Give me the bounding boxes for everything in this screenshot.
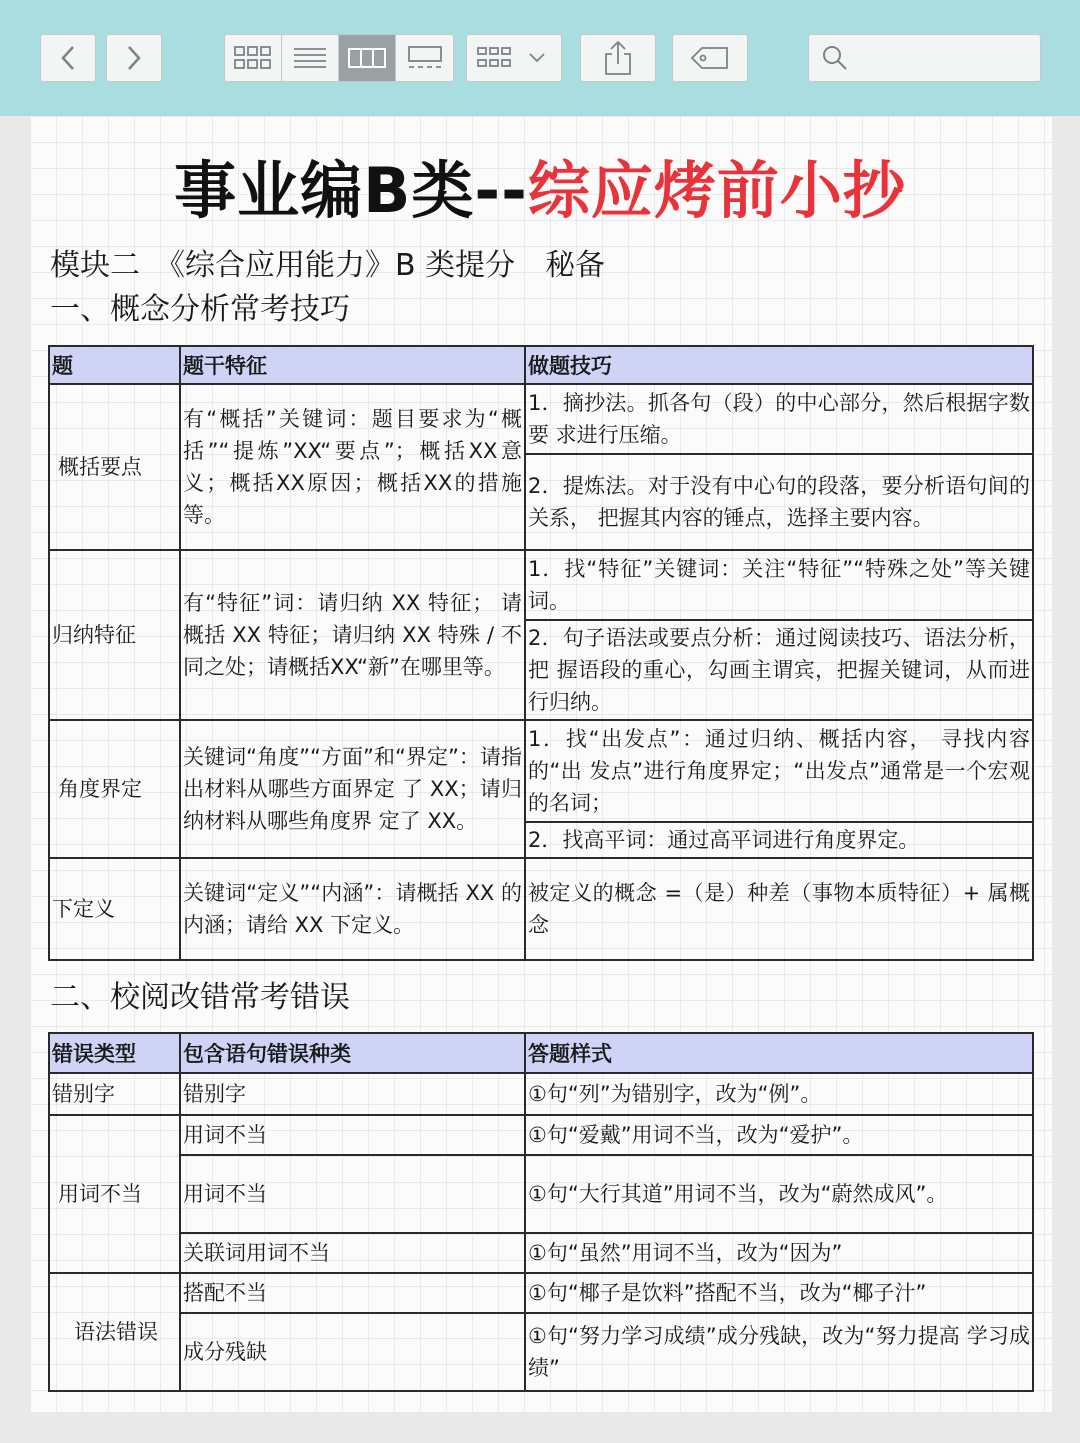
title-red-part: 综应烤前小抄 — [527, 154, 906, 227]
error-category-cell: 用词不当 — [49, 1115, 180, 1273]
table-row — [49, 1155, 1033, 1233]
list-view-icon — [292, 45, 328, 71]
answer-format-cell: ①句“爱戴”用词不当，改为“爱护”。 — [525, 1115, 1033, 1155]
table-header-cell: 做题技巧 — [525, 346, 1033, 384]
question-type-cell: 角度界定 — [49, 720, 180, 858]
forward-button[interactable] — [106, 34, 162, 82]
feature-cell: 关键词“定义”“内涵”：请概括 XX 的内涵；请给 XX 下定义。 — [180, 858, 525, 960]
table-row — [49, 550, 1033, 620]
feature-cell: 关键词“角度”“方面”和“界定”：请指出材料从哪些方面界定 了 XX；请归纳材料从哪些角度界 定了 XX。 — [180, 720, 525, 858]
table-row — [49, 1233, 1033, 1273]
share-button[interactable] — [580, 34, 656, 82]
column-view-icon — [347, 45, 387, 71]
table-row — [49, 1273, 1033, 1313]
table-row — [49, 858, 1033, 960]
tip-cell: 被定义的概念 =（是）种差（事物本质特征）+ 属概念 — [525, 858, 1033, 960]
proofreading-errors-table — [48, 1032, 1034, 1392]
table-header-row — [49, 346, 1033, 384]
table-header-cell: 包含语句错误种类 — [180, 1033, 525, 1073]
section-1-heading: 一、概念分析常考技巧 — [50, 292, 350, 327]
back-button[interactable] — [40, 34, 96, 82]
question-type-cell: 概括要点 — [49, 384, 180, 550]
list-view-button[interactable] — [282, 35, 339, 81]
tip-cell: 1．找“出发点”：通过归纳、概括内容， 寻找内容的“出 发点”进行角度界定；“出发点”通常是一个宏观的名词； — [525, 720, 1033, 822]
search-field[interactable] — [808, 34, 1041, 82]
grid-view-icon — [233, 45, 273, 71]
table-row — [49, 384, 1033, 454]
answer-format-cell: ①句“虽然”用词不当，改为“因为” — [525, 1233, 1033, 1273]
group-menu-button[interactable] — [466, 34, 562, 82]
feature-cell: 有“特征”词：请归纳 XX 特征； 请概括 XX 特征；请归纳 XX 特殊 / 不同之处；请概括XX“新”在哪里等。 — [180, 550, 525, 720]
answer-format-cell: ①句“列”为错别字，改为“例”。 — [525, 1073, 1033, 1115]
table-row — [49, 1073, 1033, 1115]
error-category-cell: 错别字 — [49, 1073, 180, 1115]
title-black-part: 事业编B类-- — [174, 154, 528, 227]
window-toolbar — [0, 0, 1080, 116]
concept-analysis-table — [48, 345, 1034, 961]
question-type-cell: 归纳特征 — [49, 550, 180, 720]
table-header-cell: 答题样式 — [525, 1033, 1033, 1073]
error-kind-cell: 错别字 — [180, 1073, 525, 1115]
error-category-cell: 语法错误 — [49, 1273, 180, 1391]
table-header-cell: 题 — [49, 346, 180, 384]
column-view-button[interactable] — [339, 35, 396, 81]
view-mode-switcher — [224, 34, 454, 82]
table-row — [49, 720, 1033, 822]
chevron-left-icon — [58, 44, 78, 72]
grid-view-button[interactable] — [225, 35, 282, 81]
share-icon — [603, 40, 633, 76]
answer-format-cell: ①句“大行其道”用词不当，改为“蔚然成风”。 — [525, 1155, 1033, 1233]
table-header-cell: 错误类型 — [49, 1033, 180, 1073]
tip-cell: 2．句子语法或要点分析：通过阅读技巧、语法分析，把 握语段的重心，勾画主谓宾，把握关键词，从而进行归纳。 — [525, 620, 1033, 720]
gallery-view-icon — [405, 45, 445, 71]
feature-cell: 有“概括”关键词：题目要求为“概括”“提炼”XX“要点”；概括XX意义；概括XX原因；概括XX的措施等。 — [180, 384, 525, 550]
page-title — [0, 148, 1080, 234]
table-header-cell: 题干特征 — [180, 346, 525, 384]
group-menu-icon — [474, 45, 554, 71]
chevron-right-icon — [124, 44, 144, 72]
tag-icon — [690, 45, 730, 71]
gallery-view-button[interactable] — [396, 35, 453, 81]
error-kind-cell: 成分残缺 — [180, 1313, 525, 1391]
question-type-cell: 下定义 — [49, 858, 180, 960]
answer-format-cell: ①句“椰子是饮料”搭配不当，改为“椰子汁” — [525, 1273, 1033, 1313]
tip-cell: 1．摘抄法。抓各句（段）的中心部分，然后根据字数要 求进行压缩。 — [525, 384, 1033, 454]
module-subtitle: 模块二 《综合应用能力》B 类提分 秘备 — [50, 248, 606, 283]
answer-format-cell: ①句“努力学习成绩”成分残缺，改为“努力提高 学习成绩” — [525, 1313, 1033, 1391]
error-kind-cell: 用词不当 — [180, 1115, 525, 1155]
error-kind-cell: 关联词用词不当 — [180, 1233, 525, 1273]
tip-cell: 2．提炼法。对于没有中心句的段落，要分析语句间的关系， 把握其内容的锤点，选择主要内容。 — [525, 454, 1033, 550]
table-row — [49, 1115, 1033, 1155]
tip-cell: 1．找“特征”关键词：关注“特征”“特殊之处”等关键词。 — [525, 550, 1033, 620]
error-kind-cell: 用词不当 — [180, 1155, 525, 1233]
search-icon — [821, 44, 849, 72]
section-2-heading: 二、校阅改错常考错误 — [50, 980, 350, 1015]
table-header-row — [49, 1033, 1033, 1073]
table-row — [49, 1313, 1033, 1391]
tag-button[interactable] — [672, 34, 748, 82]
tip-cell: 2．找高平词：通过高平词进行角度界定。 — [525, 822, 1033, 858]
error-kind-cell: 搭配不当 — [180, 1273, 525, 1313]
